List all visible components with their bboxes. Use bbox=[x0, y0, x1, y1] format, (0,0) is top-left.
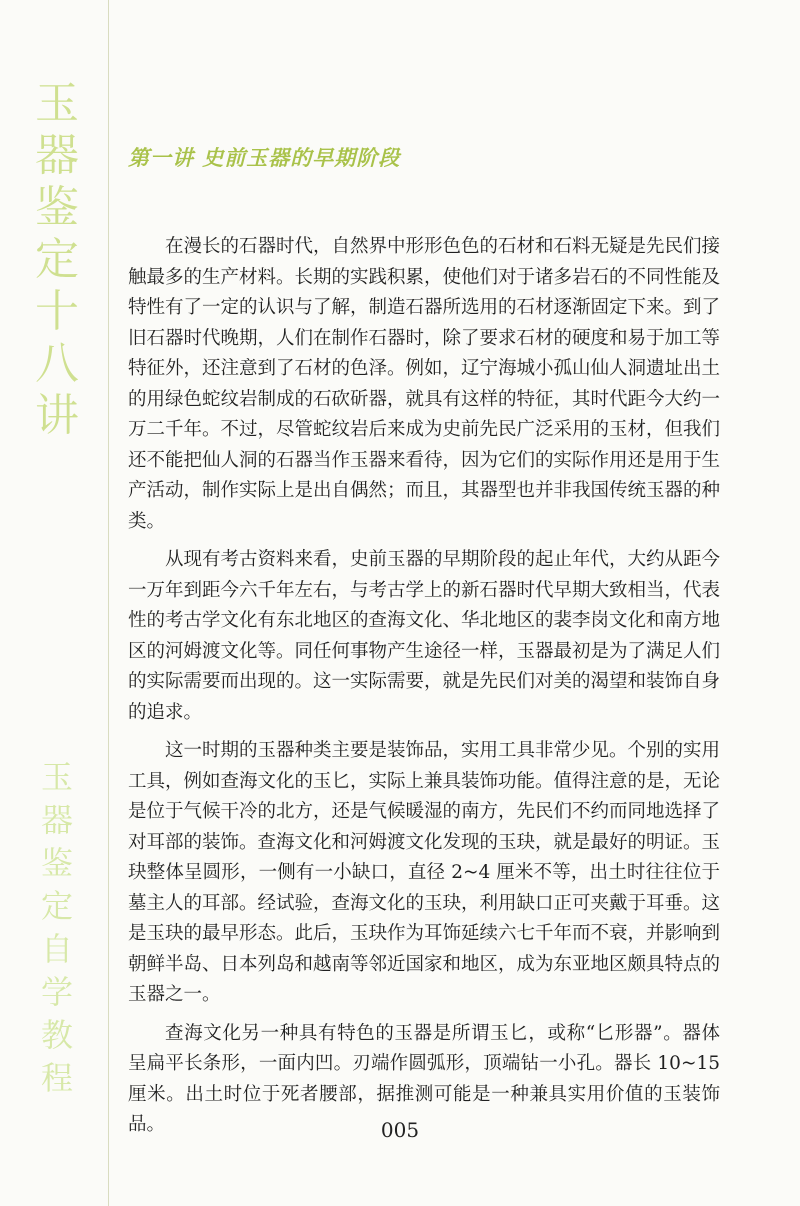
lecture-heading: 第一讲 史前玉器的早期阶段 bbox=[128, 145, 401, 170]
paragraph: 查海文化另一种具有特色的玉器是所谓玉匕，或称“匕形器”。器体呈扁平长条形，一面内凹。刃端作圆弧形，顶端钻一小孔。器长 10~15 厘米。出土时位于死者腰部，据推测可能是一种兼具实用价值的玉装饰品。 bbox=[128, 1022, 720, 1135]
side-title-char: 八 bbox=[35, 338, 79, 389]
side-title-char: 讲 bbox=[35, 390, 79, 441]
side-book-title bbox=[32, 78, 82, 442]
side-subtitle-char: 自 bbox=[40, 930, 73, 968]
paragraph: 这一时期的玉器种类主要是装饰品，实用工具非常少见。个别的实用工具，例如查海文化的玉匕，实际上兼具装饰功能。值得注意的是，无论是位于气候干冷的北方，还是气候暖湿的南方，先民们不约而同地选择了对耳部的装饰。查海文化和河姆渡文化发现的玉玦，就是最好的明证。玉玦整体呈圆形，一侧有一小缺口，直径 2~4 厘米不等，出土时往往位于墓主人的耳部。经试验，查海文化的玉玦，利用缺口正可夹戴于耳垂。这是玉玦的最早形态。此后，玉玦作为耳饰延续六七千年而不衰，并影响到朝鲜半岛、日本列岛和越南等邻近国家和地区，成为东亚地区颇具特点的玉器之一。 bbox=[128, 740, 721, 1005]
side-subtitle-char: 器 bbox=[40, 801, 73, 839]
margin-rule bbox=[108, 0, 109, 1206]
side-title-char: 定 bbox=[35, 234, 79, 285]
side-subtitle-char: 定 bbox=[40, 887, 73, 925]
side-title-char: 鉴 bbox=[35, 182, 79, 233]
side-subtitle-char: 鉴 bbox=[40, 844, 73, 882]
side-title-char: 十 bbox=[35, 286, 79, 337]
side-subtitle-char: 程 bbox=[40, 1059, 73, 1097]
side-title-char: 玉 bbox=[35, 78, 79, 129]
side-subtitle-char: 学 bbox=[40, 973, 73, 1011]
side-book-subtitle bbox=[34, 756, 80, 1100]
side-title-char: 器 bbox=[35, 130, 79, 181]
paragraph: 从现有考古资料来看，史前玉器的早期阶段的起止年代，大约从距今一万年到距今六千年左右，与考古学上的新石器时代早期大致相当，代表性的考古学文化有东北地区的查海文化、华北地区的裴李岗文化和南方地区的河姆渡文化等。同任何事物产生途径一样，玉器最初是为了满足人们的实际需要而出现的。这一实际需要，就是先民们对美的渴望和装饰自身的追求。 bbox=[128, 549, 721, 723]
page-number: 005 bbox=[380, 1118, 420, 1142]
paragraph: 在漫长的石器时代，自然界中形形色色的石材和石料无疑是先民们接触最多的生产材料。长期的实践积累，使他们对于诸多岩石的不同性能及特性有了一定的认识与了解，制造石器所选用的石材逐渐固定下来。到了旧石器时代晚期，人们在制作石器时，除了要求石材的硬度和易于加工等特征外，还注意到了石材的色泽。例如，辽宁海城小孤山仙人洞遗址出土的用绿色蛇纹岩制成的石砍斫器，就具有这样的特征，其时代距今大约一万二千年。不过，尽管蛇纹岩后来成为史前先民广泛采用的玉材，但我们还不能把仙人洞的石器当作玉器来看待，因为它们的实际作用还是用于生产活动，制作实际上是出自偶然；而且，其器型也并非我国传统玉器的种类。 bbox=[128, 236, 721, 532]
side-subtitle-char: 玉 bbox=[40, 758, 73, 796]
side-subtitle-char: 教 bbox=[40, 1016, 73, 1054]
body-text bbox=[128, 232, 720, 1149]
